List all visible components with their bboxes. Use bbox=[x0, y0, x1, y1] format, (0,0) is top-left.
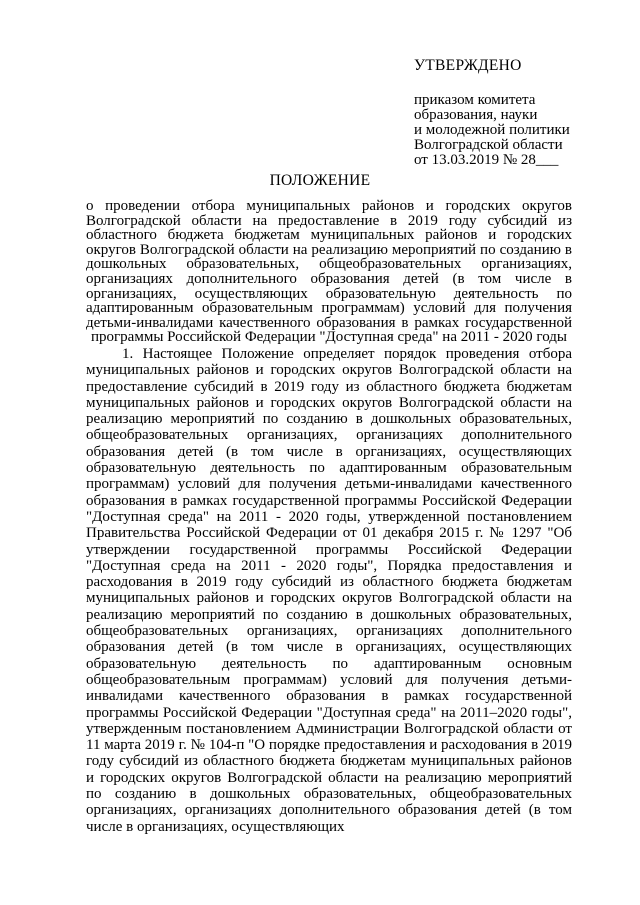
approval-title: УТВЕРЖДЕНО bbox=[414, 57, 522, 74]
approval-line: от 13.03.2019 № 28___ bbox=[414, 152, 559, 168]
paragraph-1: 1. Настоящее Положение определяет порядок проведения отбора муниципальных районов и городских округов Волгоградской области на предоставление субсидий в 2019 году из областного бюджета бюджетам муниципальных районов и городских округов Волгоградской области на реализацию мероприятий по созданию в дошкольных образовательных, общеобразовательных организациях, организациях дополнительного образования детей (в том числе в организациях, осуществляющих образовательную деятельность по адаптированным образовательным программам) условий для получения детьми-инвалидами качественного образования в рамках государственной программы Российской Федерации "Доступная среда" на 2011 - 2020 годы, утвержденной постановлением Правительства Российской Федерации от 01 декабря 2015 г. № 1297 "Об утверждении государственной программы Российской Федерации "Доступная среда на 2011 - 2020 годы", Порядка предоставления и расходования в 2019 году субсидий из областного бюджета бюджетам муниципальных районов и городских округов Волгоградской области на реализацию мероприятий по созданию в дошкольных образовательных, общеобразовательных организациях, организациях дополнительного образования детей (в том числе в организациях, осуществляющих образовательную деятельность по адаптированным основным общеобразовательным программам) условий для получения детьми-инвалидами качественного образования в рамках государственной программы Российской Федерации "Доступная среда" на 2011–2020 годы", утвержденным постановлением Администрации Волгоградской области от 11 марта 2019 г. № 104-п "О порядке предоставления и расходования в 2019 году субсидий из областного бюджета бюджетам муниципальных районов и городских округов Волгоградской области на реализацию мероприятий по созданию в дошкольных образовательных, общеобразовательных организациях, организациях дополнительного образования детей (в том числе в организациях, осуществляющих bbox=[86, 346, 572, 835]
approval-line: образования, науки bbox=[414, 107, 538, 123]
approval-line: Волгоградской области bbox=[414, 137, 563, 153]
approval-block bbox=[414, 58, 614, 168]
document-subject: о проведении отбора муниципальных районов и городских округов Волгоградской области на предоставление в 2019 году субсидий из областного бюджета бюджетам муниципальных районов и городских округов Волгоградской области на реализацию мероприятий по созданию в дошкольных образовательных, общеобразовательных организациях, организациях дополнительного образования детей (в том числе в организациях, осуществляющих образовательную деятельность по адаптированным образовательным программам) условий для получения детьми-инвалидами качественного образования в рамках государственной программы Российской Федерации "Доступная среда" на 2011 - 2020 годы bbox=[86, 198, 572, 346]
document-title: ПОЛОЖЕНИЕ bbox=[269, 172, 371, 189]
approval-line: и молодежной политики bbox=[414, 122, 570, 138]
approval-line: приказом комитета bbox=[414, 92, 536, 108]
